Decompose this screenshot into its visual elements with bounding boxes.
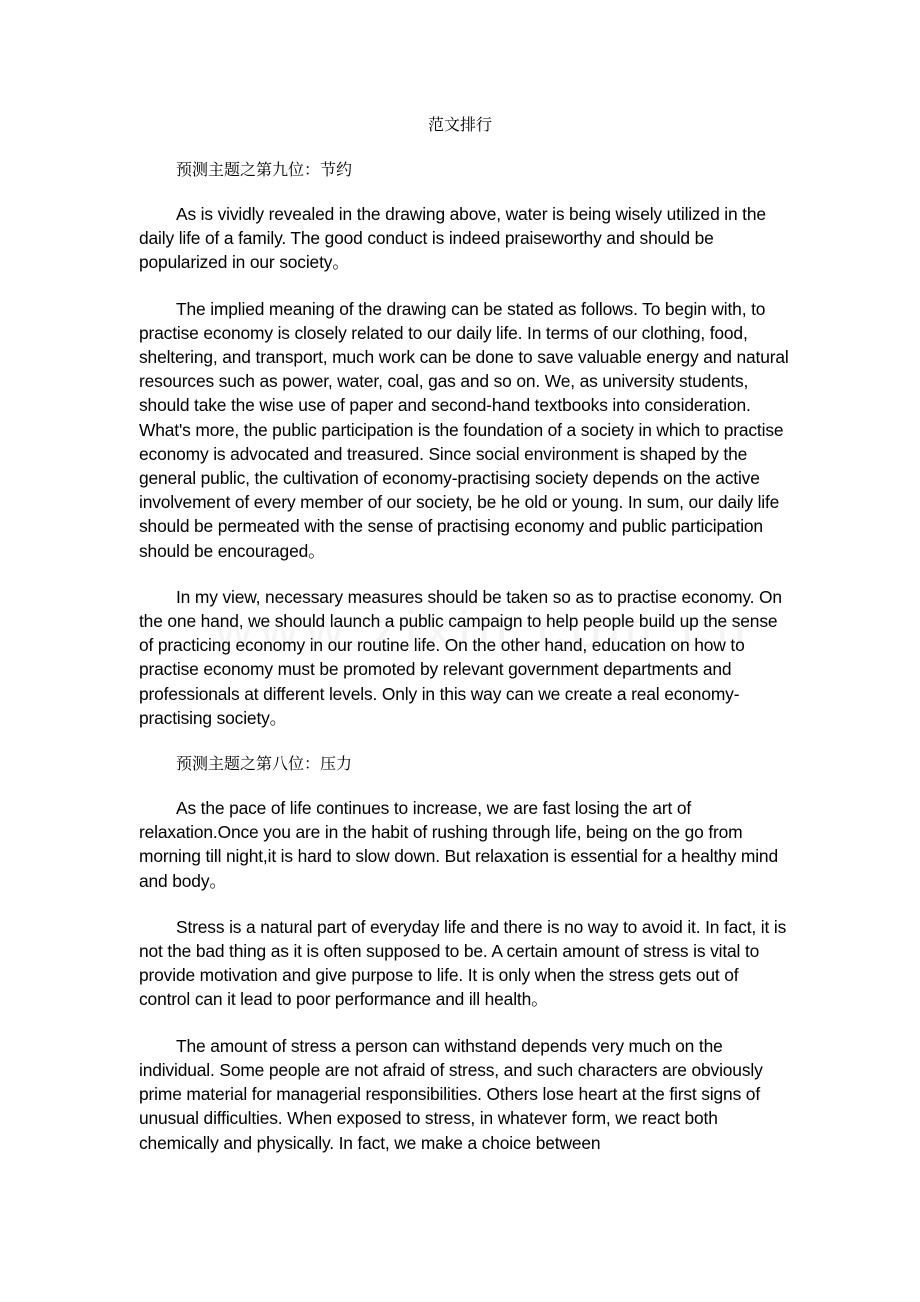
section-stress [139,752,789,1155]
document-body [139,158,789,1177]
paragraph: Stress is a natural part of everyday life and there is no way to avoid it. In fact, it is not the bad thing as it is often supposed to be. A certain amount of stress is vital to provide motivation and give purpose to life. It is only when the stress gets out of control can it lead to poor performance and ill health。 [139,916,787,1010]
document-title: 范文排行 [427,115,492,134]
section-heading: 预测主题之第九位：节约 [176,160,353,179]
section-economy [139,158,789,730]
section-heading: 预测主题之第八位：压力 [176,754,353,774]
paragraph: In my view, necessary measures should be taken so as to practise economy. On the one hand, we should launch a public campaign to help people build up the sense of practicing economy in our routine life. On the other hand, education on how to practise economy must be promoted by relevant government departments and professionals at different levels. Only in this way can we create a real economy-practising society。 [139,586,782,728]
paragraph: The amount of stress a person can withstand depends very much on the individual. Some people are not afraid of stress, and such characters are obviously prime material for managerial responsibilities. Others lose heart at the first signs of unusual difficulties. When exposed to stress, in whatever form, we react both chemically and physically. In fact, we make a choice between [139,1035,763,1153]
paragraph: As is vividly revealed in the drawing above, water is being wisely utilized in the daily life of a family. The good conduct is indeed praiseworthy and should be popularized in our society。 [139,204,766,273]
paragraph: As the pace of life continues to increase, we are fast losing the art of relaxation.Once you are in the habit of rushing through life, being on the go from morning till night,it is hard to slow down. But relaxation is essential for a healthy mind and body。 [139,798,778,891]
paragraph: The implied meaning of the drawing can be stated as follows. To begin with, to practise economy is closely related to our daily life. In terms of our clothing, food, sheltering, and transport, much work can be done to save valuable energy and natural resources such as power, water, coal, gas and so on. We, as university students, should take the wise use of paper and second-hand textbooks into consideration. What's more, the public participation is the foundation of a society in which to practise economy is advocated and treasured. Since social environment is shaped by the general public, the cultivation of economy-practising society depends on the active involvement of every member of our society, be he old or young. In sum, our daily life should be permeated with the sense of practising economy and public participation should be encouraged。 [139,298,789,561]
